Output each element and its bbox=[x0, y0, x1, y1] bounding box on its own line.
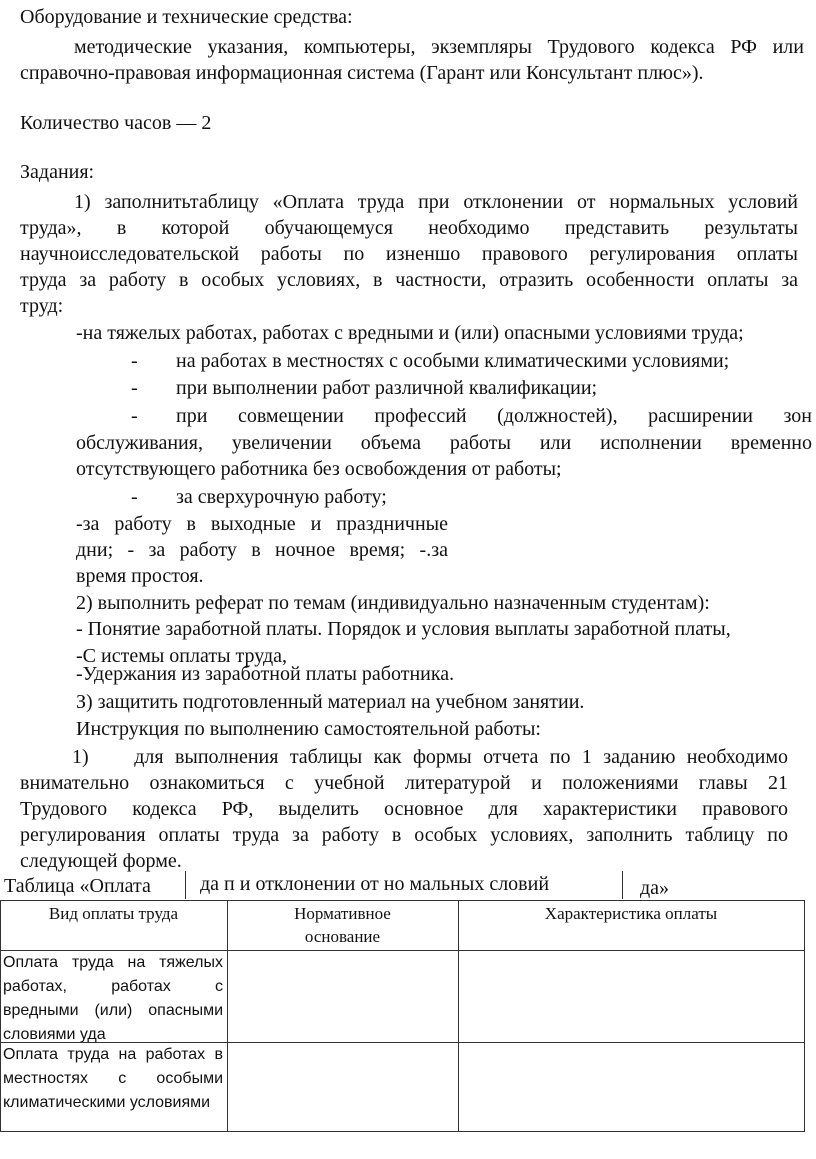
table-rule bbox=[0, 1131, 805, 1132]
table-rule bbox=[804, 900, 805, 1132]
item-heavy-work: -на тяжелых работах, работах с вредными и (или) опасными условиями труда; bbox=[76, 322, 744, 344]
equipment-heading: Оборудование и технические средства: bbox=[20, 6, 353, 28]
table-caption-part-3: да» bbox=[640, 877, 670, 899]
item-combining-line: отсутствующего работника без освобождения от работы; bbox=[76, 458, 562, 480]
task1-line: труда за работу в особых условиях, в частности, отразить особенности оплаты за bbox=[20, 269, 798, 291]
instruction-line: внимательно ознакомиться с учебной литературой и положениями главы 21 bbox=[20, 772, 788, 794]
table-rule bbox=[458, 900, 459, 1132]
table-rule bbox=[0, 900, 1, 1132]
table-rule bbox=[0, 900, 805, 901]
equipment-line-2: справочно-правовая информационная система (Гарант или Консультант плюс»). bbox=[20, 62, 704, 84]
cell-line: вредными (или) опасными bbox=[3, 1002, 223, 1019]
cell-line: Оплата труда на работах в bbox=[3, 1046, 223, 1063]
task1-line: научноисследовательской работы по изненшо правового регулирования оплаты bbox=[20, 243, 798, 265]
row-heavy-work-cell bbox=[3, 951, 223, 1047]
task3: З) защитить подготовленный материал на учебном занятии. bbox=[76, 691, 585, 713]
item-weekend-line: дни; - за работу в ночное время; -.за bbox=[76, 539, 448, 561]
cell-line: словиями уда bbox=[3, 1026, 106, 1043]
item-weekend-line: -за работу в выходные и праздничные bbox=[76, 513, 448, 535]
instruction-heading: Инструкция по выполнению самостоятельной работы: bbox=[76, 718, 541, 740]
list-dash: - bbox=[131, 377, 138, 399]
equipment-line-1: методические указания, компьютеры, экземпляры Трудового кодекса РФ или bbox=[74, 36, 804, 58]
cell-line: Оплата труда на тяжелых bbox=[3, 954, 223, 971]
item-combining-line: при совмещении профессий (должностей), расширении зон bbox=[176, 405, 812, 427]
caption-divider bbox=[185, 871, 186, 899]
task1-line: 1) заполнитьтаблицу «Оплата труда при отклонении от нормальных условий bbox=[74, 191, 798, 213]
header-legal-basis-line-1: Нормативное bbox=[294, 904, 391, 923]
row-climate-cell bbox=[3, 1043, 223, 1115]
header-legal-basis-line-2: основание bbox=[304, 927, 381, 946]
item-combining-line: обслуживания, увеличении объема работы или исполнении временно bbox=[76, 432, 812, 454]
item-overtime: за сверхурочную работу; bbox=[176, 486, 387, 508]
topic-3: -Удержания из заработной платы работника. bbox=[76, 663, 455, 685]
topic-2: -С истемы оплаты труда, bbox=[76, 645, 288, 667]
item-weekend-line: время простоя. bbox=[76, 565, 204, 587]
tasks-heading: Задания: bbox=[20, 161, 95, 183]
cell-line: работах, работах с bbox=[3, 978, 223, 995]
table-caption-part-2: да п и отклонении от но мальных словий bbox=[200, 873, 550, 895]
payment-table bbox=[0, 900, 805, 1132]
task2: 2) выполнить реферат по темам (индивидуально назначенным студентам): bbox=[76, 592, 710, 614]
item-climate: на работах в местностях с особыми климатическими условиями; bbox=[176, 350, 730, 372]
caption-divider bbox=[622, 871, 623, 899]
hours-count: Количество часов — 2 bbox=[20, 112, 212, 134]
header-payment-type: Вид оплаты труда bbox=[48, 904, 179, 923]
list-dash: - bbox=[131, 486, 138, 508]
topic-1: - Понятие заработной платы. Порядок и условия выплаты заработной платы, bbox=[76, 618, 731, 640]
instruction-line: Трудового кодекса РФ, выделить основное для характеристики правового bbox=[20, 798, 788, 820]
cell-line: климатическими условиями bbox=[3, 1094, 211, 1111]
instruction-line: 1) для выполнения таблицы как формы отчета по 1 заданию необходимо bbox=[72, 746, 788, 768]
header-characteristic: Характеристика оплаты bbox=[544, 904, 718, 923]
list-dash: - bbox=[131, 405, 138, 427]
task1-line: труда», в которой обучающемуся необходимо представить результаты bbox=[20, 217, 798, 239]
header-legal-basis bbox=[227, 902, 458, 948]
instruction-line: регулирования оплаты труда за работу в особых условиях, заполнить таблицу по bbox=[20, 824, 788, 846]
cell-line: местностях с особыми bbox=[3, 1070, 223, 1087]
item-qualification: при выполнении работ различной квалификации; bbox=[176, 377, 598, 399]
table-caption-part-1: Таблица «Оплата bbox=[4, 875, 151, 897]
instruction-line: следующей форме. bbox=[20, 850, 182, 872]
list-dash: - bbox=[131, 350, 138, 372]
task1-line: труд: bbox=[20, 295, 64, 317]
